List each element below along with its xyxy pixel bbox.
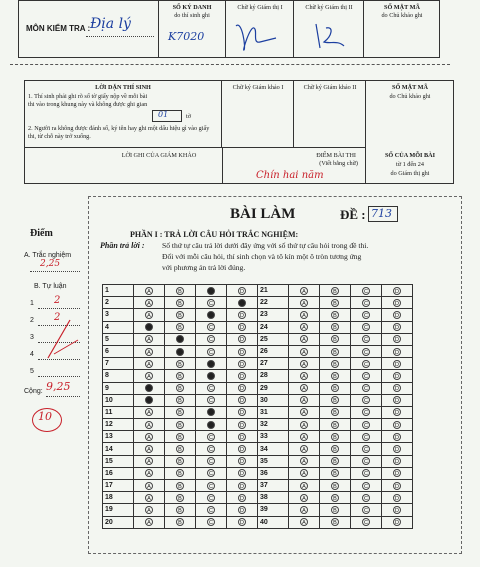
score-sub: (Viết bằng chữ) <box>319 160 358 167</box>
answer-bubble-b[interactable]: B <box>331 518 339 526</box>
sheet-number-sub1: từ 1 đến 24 <box>396 161 424 168</box>
score-row-label: 2 <box>30 317 34 324</box>
answer-bubble-a[interactable]: A <box>145 457 153 465</box>
question-number: 17 <box>103 480 134 492</box>
answer-bubble-d[interactable]: D <box>238 335 246 343</box>
question-number: 1 <box>103 285 134 297</box>
question-number: 31 <box>258 406 289 418</box>
sbd-label: SỐ KÝ DANH <box>172 4 212 11</box>
answer-bubble-c[interactable]: C <box>362 323 370 331</box>
answer-bubble-b[interactable]: B <box>176 421 184 429</box>
score-row-label: 3 <box>30 334 34 341</box>
question-number: 18 <box>103 492 134 504</box>
gt1-signature <box>232 18 282 54</box>
table-row <box>103 370 413 382</box>
answer-bubble-d[interactable]: D <box>393 335 401 343</box>
answer-bubble-a[interactable]: A <box>145 469 153 477</box>
answer-bubble-b[interactable]: B <box>176 323 184 331</box>
answer-bubble-d[interactable]: D <box>238 287 246 295</box>
answer-bubble-a[interactable]: A <box>145 299 153 307</box>
answer-bubble-a[interactable]: A <box>300 335 308 343</box>
answer-bubble-c[interactable]: C <box>362 506 370 514</box>
table-row <box>103 419 413 431</box>
answer-bubble-d[interactable]: D <box>238 408 246 416</box>
answer-bubble-b[interactable]: B <box>331 323 339 331</box>
question-number: 27 <box>258 358 289 370</box>
cut-line <box>10 64 450 65</box>
question-number: 32 <box>258 419 289 431</box>
question-number: 7 <box>103 358 134 370</box>
table-row <box>103 480 413 492</box>
answer-bubble-a[interactable]: A <box>300 433 308 441</box>
answer-bubble-c[interactable]: C <box>207 433 215 441</box>
answer-bubble-a[interactable]: A <box>145 396 153 404</box>
answer-bubble-c[interactable]: C <box>207 506 215 514</box>
question-number: 6 <box>103 345 134 357</box>
answer-bubble-c[interactable]: C <box>207 494 215 502</box>
answer-bubble-c[interactable]: C <box>362 494 370 502</box>
answer-bubble-c[interactable]: C <box>362 408 370 416</box>
answer-bubble-b[interactable]: B <box>176 469 184 477</box>
answer-bubble-d[interactable]: D <box>393 518 401 526</box>
answer-bubble-d[interactable]: D <box>393 299 401 307</box>
answer-bubble-b[interactable]: B <box>331 494 339 502</box>
answer-bubble-d[interactable]: D <box>393 348 401 356</box>
instructions-title: LỜI DẶN THÍ SINH <box>95 84 151 91</box>
subject-value: Địa lý <box>90 16 131 32</box>
answer-bubble-c[interactable]: C <box>207 421 215 429</box>
question-number: 28 <box>258 370 289 382</box>
answer-bubble-d[interactable]: D <box>393 311 401 319</box>
answer-bubble-b[interactable]: B <box>331 457 339 465</box>
instructions-item2: 2. Người ra không được đánh số, ký tên hay ghi một dấu hiệu gì vào giấy thi, từ chỗ này trở xuống. <box>28 125 210 140</box>
de-value: 713 <box>371 207 392 220</box>
answer-bubble-a[interactable]: A <box>145 408 153 416</box>
tl-label: B. Tự luận <box>34 283 67 290</box>
question-number: 2 <box>103 297 134 309</box>
answer-bubble-b[interactable]: B <box>331 396 339 404</box>
answer-bubble-b[interactable]: B <box>331 360 339 368</box>
answer-bubble-d[interactable]: D <box>238 348 246 356</box>
answer-bubble-d[interactable]: D <box>238 384 246 392</box>
gk2-label: Chữ ký Giám khảo II <box>303 84 357 91</box>
question-number: 39 <box>258 504 289 516</box>
question-number: 24 <box>258 321 289 333</box>
score-row-label: 5 <box>30 368 34 375</box>
sheet-count: 01 <box>158 110 169 119</box>
question-number: 15 <box>103 455 134 467</box>
score-words: Chín hai năm <box>256 170 324 181</box>
answer-bubble-c[interactable]: C <box>362 287 370 295</box>
answer-bubble-b[interactable]: B <box>176 348 184 356</box>
answer-bubble-c[interactable]: C <box>362 384 370 392</box>
answer-bubble-c[interactable]: C <box>362 445 370 453</box>
question-number: 5 <box>103 333 134 345</box>
table-row <box>103 297 413 309</box>
answer-bubble-c[interactable]: C <box>362 518 370 526</box>
answer-bubble-d[interactable]: D <box>238 396 246 404</box>
answer-bubble-c[interactable]: C <box>362 433 370 441</box>
answer-bubble-d[interactable]: D <box>238 323 246 331</box>
sbd-value: K7020 <box>168 30 205 43</box>
question-number: 14 <box>103 443 134 455</box>
answer-bubble-a[interactable]: A <box>300 518 308 526</box>
table-row <box>103 333 413 345</box>
answer-bubble-c[interactable]: C <box>362 421 370 429</box>
table-row <box>103 382 413 394</box>
answer-bubble-a[interactable]: A <box>145 433 153 441</box>
answer-bubble-d[interactable]: D <box>238 469 246 477</box>
answer-bubble-a[interactable]: A <box>145 518 153 526</box>
subject-label: MÔN KIỂM TRA : <box>26 24 91 33</box>
answer-bubble-a[interactable]: A <box>145 372 153 380</box>
mama2-sub: do Chủ khảo ghi <box>389 93 431 100</box>
answer-bubble-d[interactable]: D <box>393 323 401 331</box>
answer-bubble-a[interactable]: A <box>300 469 308 477</box>
answer-bubble-a[interactable]: A <box>300 506 308 514</box>
question-number: 8 <box>103 370 134 382</box>
answer-bubble-c[interactable]: C <box>207 384 215 392</box>
table-row <box>103 345 413 357</box>
answer-bubble-a[interactable]: A <box>145 360 153 368</box>
answer-bubble-d[interactable]: D <box>393 494 401 502</box>
answer-bubble-c[interactable]: C <box>207 445 215 453</box>
answer-bubble-b[interactable]: B <box>176 335 184 343</box>
answer-bubble-d[interactable]: D <box>238 506 246 514</box>
question-number: 35 <box>258 455 289 467</box>
answer-bubble-b[interactable]: B <box>331 299 339 307</box>
answer-bubble-d[interactable]: D <box>238 457 246 465</box>
tn-value: 2,25 <box>40 259 61 269</box>
answer-bubble-a[interactable]: A <box>300 360 308 368</box>
answer-bubble-d[interactable]: D <box>393 445 401 453</box>
answer-bubble-a[interactable]: A <box>145 445 153 453</box>
answer-bubble-c[interactable]: C <box>362 469 370 477</box>
answer-bubble-a[interactable]: A <box>300 396 308 404</box>
answer-bubble-a[interactable]: A <box>300 287 308 295</box>
mama2-label: SỐ MẬT MÃ <box>392 84 428 91</box>
answer-bubble-b[interactable]: B <box>176 384 184 392</box>
answer-bubble-b[interactable]: B <box>176 445 184 453</box>
answer-bubble-b[interactable]: B <box>331 433 339 441</box>
answer-bubble-d[interactable]: D <box>393 433 401 441</box>
answer-bubble-c[interactable]: C <box>207 360 215 368</box>
table-row <box>103 443 413 455</box>
question-number: 40 <box>258 516 289 528</box>
answer-bubble-c[interactable]: C <box>207 323 215 331</box>
table-row <box>103 516 413 528</box>
score-row-label: 1 <box>30 300 34 307</box>
score-row-label: 4 <box>30 351 34 358</box>
answer-bubble-b[interactable]: B <box>176 482 184 490</box>
part-title: PHẦN I : TRẢ LỜI CÂU HỎI TRẮC NGHIỆM: <box>130 230 299 239</box>
answer-bubble-d[interactable]: D <box>238 518 246 526</box>
answer-bubble-b[interactable]: B <box>176 506 184 514</box>
question-number: 22 <box>258 297 289 309</box>
answer-bubble-a[interactable]: A <box>145 287 153 295</box>
answer-bubble-d[interactable]: D <box>393 396 401 404</box>
answer-label: Phần trả lời : <box>100 241 145 250</box>
answer-bubble-a[interactable]: A <box>145 348 153 356</box>
gt2-signature <box>310 18 350 54</box>
answer-bubble-d[interactable]: D <box>393 408 401 416</box>
question-number: 21 <box>258 285 289 297</box>
table-row <box>103 394 413 406</box>
answer-text2: Đối với mỗi câu hỏi, thí sinh chọn và tô kín một ô tròn tương ứng <box>162 252 362 261</box>
sbd-sub: do thí sinh ghi <box>174 12 210 19</box>
total-label: Cộng: <box>24 388 43 395</box>
circled-score: 10 <box>38 410 52 423</box>
answer-text3: với phương án trả lời đúng. <box>162 263 246 272</box>
answer-bubble-b[interactable]: B <box>176 408 184 416</box>
answer-bubble-d[interactable]: D <box>393 506 401 514</box>
answer-bubble-d[interactable]: D <box>393 287 401 295</box>
answer-bubble-c[interactable]: C <box>207 287 215 295</box>
answer-bubble-c[interactable]: C <box>207 518 215 526</box>
answer-bubble-b[interactable]: B <box>331 372 339 380</box>
question-number: 37 <box>258 480 289 492</box>
sheet-number-sub2: do Giám thị ghi <box>390 170 430 177</box>
question-number: 30 <box>258 394 289 406</box>
answer-grid <box>102 284 413 529</box>
question-number: 3 <box>103 309 134 321</box>
answer-bubble-c[interactable]: C <box>362 335 370 343</box>
question-number: 23 <box>258 309 289 321</box>
mama-sub: do Chủ khảo ghi <box>381 12 423 19</box>
answer-bubble-d[interactable]: D <box>393 469 401 477</box>
question-number: 25 <box>258 333 289 345</box>
question-number: 9 <box>103 382 134 394</box>
answer-bubble-c[interactable]: C <box>207 311 215 319</box>
answer-bubble-c[interactable]: C <box>207 457 215 465</box>
table-row <box>103 309 413 321</box>
answer-bubble-a[interactable]: A <box>300 384 308 392</box>
answer-bubble-c[interactable]: C <box>207 335 215 343</box>
answer-bubble-a[interactable]: A <box>300 494 308 502</box>
answer-bubble-a[interactable]: A <box>300 372 308 380</box>
answer-bubble-a[interactable]: A <box>145 323 153 331</box>
answer-bubble-b[interactable]: B <box>331 469 339 477</box>
question-number: 13 <box>103 431 134 443</box>
table-row <box>103 492 413 504</box>
question-number: 11 <box>103 406 134 418</box>
examiner-note-label: LỜI GHI CỦA GIÁM KHẢO <box>121 152 197 159</box>
table-row <box>103 431 413 443</box>
answer-bubble-a[interactable]: A <box>300 408 308 416</box>
answer-bubble-a[interactable]: A <box>300 323 308 331</box>
answer-bubble-c[interactable]: C <box>362 372 370 380</box>
answer-bubble-a[interactable]: A <box>300 299 308 307</box>
answer-bubble-c[interactable]: C <box>207 469 215 477</box>
gt1-label: Chữ ký Giám thị I <box>237 4 283 11</box>
answer-bubble-c[interactable]: C <box>207 372 215 380</box>
question-number: 19 <box>103 504 134 516</box>
answer-bubble-a[interactable]: A <box>300 311 308 319</box>
answer-bubble-d[interactable]: D <box>393 482 401 490</box>
table-row <box>103 285 413 297</box>
answer-bubble-d[interactable]: D <box>393 457 401 465</box>
answer-text1: Số thứ tự câu trả lời dưới đây ứng với số thứ tự câu hỏi trong đề thi. <box>162 241 369 250</box>
question-number: 4 <box>103 321 134 333</box>
answer-bubble-d[interactable]: D <box>393 360 401 368</box>
table-row <box>103 467 413 479</box>
answer-bubble-b[interactable]: B <box>176 372 184 380</box>
answer-bubble-d[interactable]: D <box>238 433 246 441</box>
gt2-label: Chữ ký Giám thị II <box>305 4 353 11</box>
answer-bubble-c[interactable]: C <box>362 482 370 490</box>
score-row-value: 2 <box>54 312 61 323</box>
answer-bubble-b[interactable]: B <box>176 311 184 319</box>
answer-bubble-b[interactable]: B <box>331 445 339 453</box>
total-value: 9,25 <box>46 380 71 393</box>
table-row <box>103 321 413 333</box>
answer-bubble-b[interactable]: B <box>331 287 339 295</box>
answer-bubble-b[interactable]: B <box>176 396 184 404</box>
answer-bubble-b[interactable]: B <box>176 494 184 502</box>
answer-bubble-d[interactable]: D <box>238 299 246 307</box>
answer-bubble-c[interactable]: C <box>362 299 370 307</box>
answer-bubble-c[interactable]: C <box>207 408 215 416</box>
table-row <box>103 504 413 516</box>
answer-bubble-b[interactable]: B <box>331 335 339 343</box>
answer-bubble-d[interactable]: D <box>393 372 401 380</box>
answer-bubble-a[interactable]: A <box>300 421 308 429</box>
answer-bubble-c[interactable]: C <box>362 360 370 368</box>
answer-bubble-c[interactable]: C <box>362 311 370 319</box>
question-number: 10 <box>103 394 134 406</box>
score-column-title: Điểm <box>30 228 53 239</box>
gk1-label: Chữ ký Giám khảo I <box>232 84 284 91</box>
answer-bubble-b[interactable]: B <box>176 518 184 526</box>
question-number: 26 <box>258 345 289 357</box>
answer-bubble-b[interactable]: B <box>331 421 339 429</box>
answer-bubble-b[interactable]: B <box>331 311 339 319</box>
sheet-count-unit: tờ <box>186 113 191 120</box>
answer-bubble-a[interactable]: A <box>145 421 153 429</box>
score-label: ĐIỂM BÀI THI <box>316 152 356 159</box>
answer-bubble-c[interactable]: C <box>362 348 370 356</box>
answer-bubble-c[interactable]: C <box>207 299 215 307</box>
question-number: 29 <box>258 382 289 394</box>
answer-bubble-d[interactable]: D <box>393 421 401 429</box>
answer-bubble-b[interactable]: B <box>176 299 184 307</box>
answer-bubble-c[interactable]: C <box>362 457 370 465</box>
question-number: 34 <box>258 443 289 455</box>
answer-bubble-b[interactable]: B <box>331 408 339 416</box>
score-row-value: 2 <box>54 295 61 306</box>
question-number: 20 <box>103 516 134 528</box>
answer-bubble-a[interactable]: A <box>300 348 308 356</box>
answer-bubble-b[interactable]: B <box>331 348 339 356</box>
answer-bubble-b[interactable]: B <box>176 433 184 441</box>
answer-bubble-a[interactable]: A <box>145 384 153 392</box>
answer-bubble-b[interactable]: B <box>331 384 339 392</box>
answer-bubble-b[interactable]: B <box>176 360 184 368</box>
answer-bubble-a[interactable]: A <box>300 457 308 465</box>
tn-label: A. Trắc nghiệm <box>24 252 72 259</box>
body-title: BÀI LÀM <box>230 206 296 222</box>
answer-bubble-c[interactable]: C <box>207 482 215 490</box>
answer-bubble-d[interactable]: D <box>238 494 246 502</box>
instructions-item1: 1. Thí sinh phải ghi rõ số tờ giấy nộp về mỗi bài thi vào trong khung này và không được ghi gian <box>28 93 148 108</box>
answer-bubble-a[interactable]: A <box>145 335 153 343</box>
answer-bubble-a[interactable]: A <box>300 482 308 490</box>
answer-bubble-d[interactable]: D <box>238 372 246 380</box>
answer-bubble-b[interactable]: B <box>176 287 184 295</box>
answer-bubble-d[interactable]: D <box>238 311 246 319</box>
answer-bubble-c[interactable]: C <box>207 396 215 404</box>
answer-bubble-d[interactable]: D <box>238 360 246 368</box>
question-number: 12 <box>103 419 134 431</box>
table-row <box>103 406 413 418</box>
question-number: 36 <box>258 467 289 479</box>
question-number: 16 <box>103 467 134 479</box>
question-number: 38 <box>258 492 289 504</box>
answer-bubble-a[interactable]: A <box>145 482 153 490</box>
answer-bubble-b[interactable]: B <box>331 482 339 490</box>
answer-bubble-d[interactable]: D <box>238 482 246 490</box>
answer-bubble-c[interactable]: C <box>362 396 370 404</box>
answer-bubble-a[interactable]: A <box>300 445 308 453</box>
mama-label: SỐ MẬT MÃ <box>384 4 420 11</box>
question-number: 33 <box>258 431 289 443</box>
de-label: ĐỀ : <box>340 207 366 222</box>
answer-bubble-a[interactable]: A <box>145 506 153 514</box>
answer-bubble-d[interactable]: D <box>393 384 401 392</box>
answer-bubble-d[interactable]: D <box>238 445 246 453</box>
answer-bubble-a[interactable]: A <box>145 494 153 502</box>
table-row <box>103 358 413 370</box>
answer-bubble-d[interactable]: D <box>238 421 246 429</box>
sheet-number-label: SỐ CỦA MỖI BÀI <box>384 152 436 159</box>
answer-bubble-c[interactable]: C <box>207 348 215 356</box>
answer-bubble-b[interactable]: B <box>176 457 184 465</box>
answer-bubble-b[interactable]: B <box>331 506 339 514</box>
answer-bubble-a[interactable]: A <box>145 311 153 319</box>
table-row <box>103 455 413 467</box>
